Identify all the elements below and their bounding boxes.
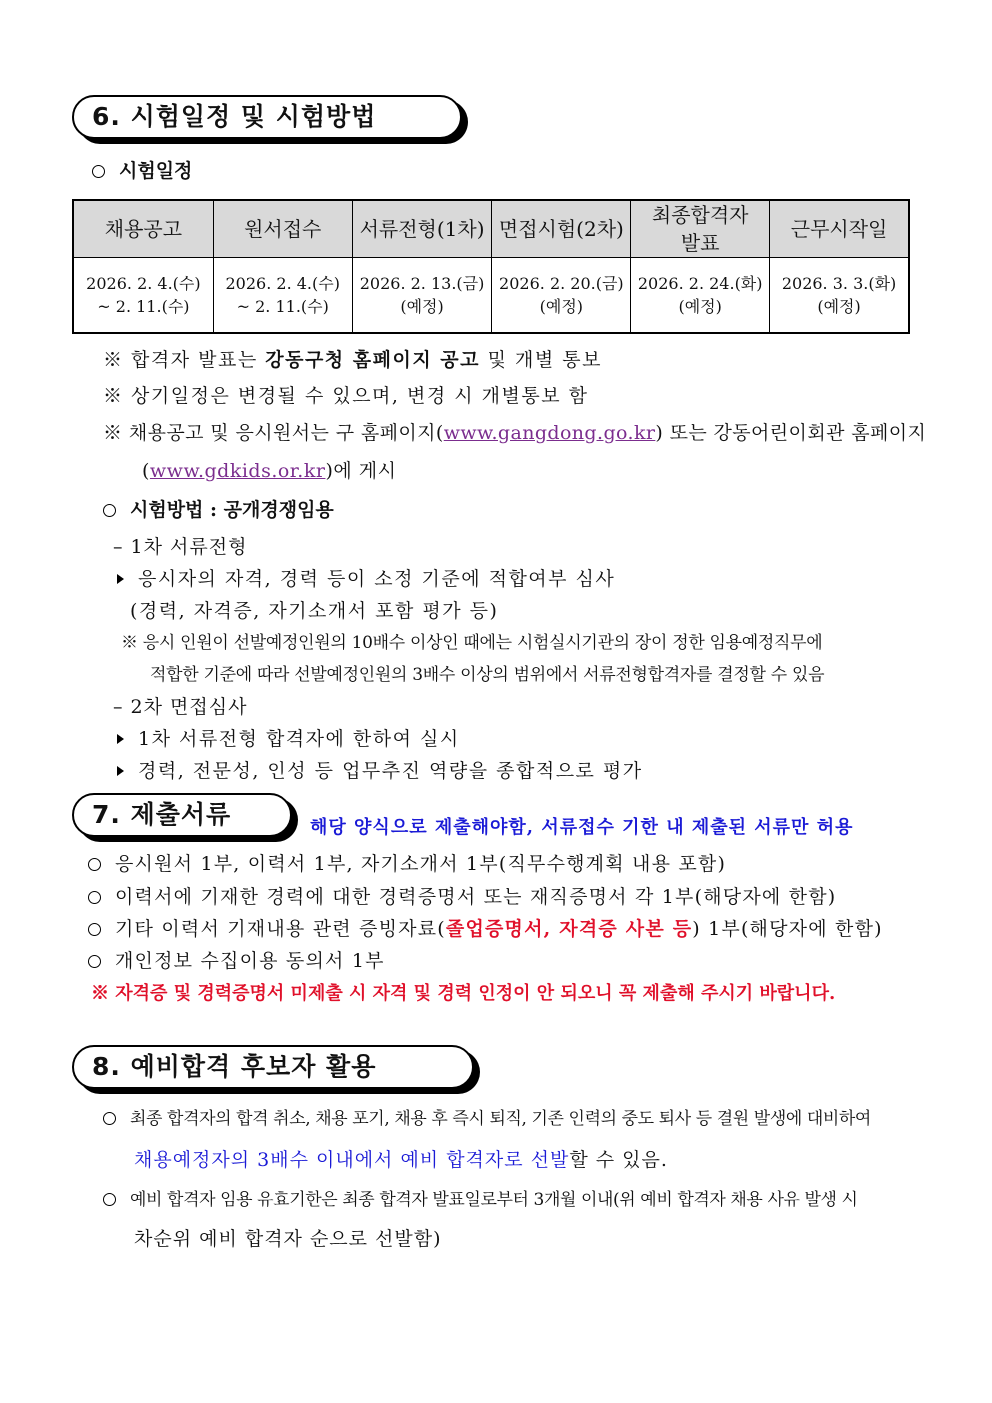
date-start: 2026. 2. 20.(금) <box>499 274 624 293</box>
stage1-title: – 1차 서류전형 <box>113 536 248 558</box>
note-website <box>103 420 926 446</box>
doc-item4-row <box>88 948 385 974</box>
note-schedule-change <box>103 383 588 409</box>
date-start: 2026. 2. 4.(수) <box>225 274 340 293</box>
doc-item2: 이력서에 기재한 경력에 대한 경력증명서 또는 재직증명서 각 1부(해당자에 한함) <box>115 886 837 908</box>
doc-item1: 응시원서 1부, 이력서 1부, 자기소개서 1부(직무수행계획 내용 포함) <box>115 853 727 875</box>
date-end: ~ 2. 11.(수) <box>97 297 190 316</box>
doc-item3-text: 기타 이력서 기재내용 관련 증빙자료( <box>115 918 446 940</box>
doc-item3-text: ) 1부(해당자에 한함) <box>692 918 883 940</box>
date-cell <box>492 258 631 334</box>
note-text: )에 게시 <box>325 460 397 482</box>
note-text: ※ 채용공고 및 응시원서는 구 홈페이지( <box>103 422 444 444</box>
reserve-item1: 최종 합격자의 합격 취소, 채용 포기, 채용 후 즉시 퇴직, 기존 인력의 중도 퇴사 등 결원 발생에 대비하여 <box>130 1109 871 1129</box>
section-6-title: 6. 시험일정 및 시험방법 <box>72 95 462 139</box>
header-cell: 원서접수 <box>213 200 352 258</box>
date-start: 2026. 3. 3.(화) <box>781 274 897 293</box>
date-cell <box>213 258 352 334</box>
stage1-item1: 응시자의 자격, 경력 등이 소정 기준에 적합여부 심사 <box>138 568 616 590</box>
section-7-subtitle: 해당 양식으로 제출해야함, 서류접수 기한 내 제출된 서류만 허용 <box>310 817 854 838</box>
circle-bullet-icon <box>92 165 105 178</box>
reserve-item2b: 차순위 예비 합격자 순으로 선발함) <box>134 1228 442 1250</box>
schedule-label-row <box>92 158 192 184</box>
date-note: (예정) <box>400 297 444 316</box>
circle-bullet-icon <box>88 923 101 936</box>
stage2-title: – 2차 면접심사 <box>113 696 248 718</box>
method-label: 시험방법 : 공개경쟁임용 <box>130 499 334 521</box>
date-cell <box>631 258 770 334</box>
stage1-item1-row <box>117 566 615 592</box>
section-6-heading <box>72 95 462 139</box>
note-text: ( <box>142 460 150 482</box>
doc-item3-row <box>88 916 883 942</box>
section-7-heading <box>72 793 292 837</box>
gdkids-link[interactable]: www.gdkids.or.kr <box>149 460 326 482</box>
stage2-item2: 경력, 전문성, 인성 등 업무추진 역량을 종합적으로 평가 <box>138 760 643 782</box>
reserve-item2: 예비 합격자 임용 유효기한은 최종 합격자 발표일로부터 3개월 이내(위 예비 합격자 채용 사유 발생 시 <box>130 1190 858 1210</box>
reserve-item1b <box>134 1147 668 1173</box>
triangle-bullet-icon <box>117 766 124 776</box>
header-cell: 서류전형(1차) <box>352 200 492 258</box>
note-website-cont <box>142 458 396 484</box>
section-8-heading <box>72 1045 474 1089</box>
triangle-bullet-icon <box>117 734 124 744</box>
date-start: 2026. 2. 24.(화) <box>637 274 763 293</box>
date-end: ~ 2. 11.(수) <box>236 297 329 316</box>
circle-bullet-icon <box>103 504 116 517</box>
date-start: 2026. 2. 4.(수) <box>86 274 201 293</box>
doc-item2-row <box>88 884 836 910</box>
doc-item4: 개인정보 수집이용 동의서 1부 <box>115 950 385 972</box>
section-8-title: 8. 예비합격 후보자 활용 <box>72 1045 474 1089</box>
header-cell: 근무시작일 <box>770 200 909 258</box>
date-note: (예정) <box>539 297 584 316</box>
stage2-item2-row <box>117 758 643 784</box>
date-start: 2026. 2. 13.(금) <box>359 274 485 293</box>
stage1-item1b: (경력, 자격증, 자기소개서 포함 평가 등) <box>130 600 499 622</box>
schedule-table-row <box>73 258 909 334</box>
reserve-item1-row <box>103 1106 871 1132</box>
date-cell <box>73 258 213 334</box>
header-cell: 최종합격자 발표 <box>631 200 770 258</box>
section-7-title: 7. 제출서류 <box>72 793 292 837</box>
reserve-item2-row <box>103 1187 858 1213</box>
stage1-note1: ※ 응시 인원이 선발예정인원의 10배수 이상인 때에는 시험실시기관의 장이 정한 임용예정직무에 <box>121 633 823 653</box>
note-announcement <box>103 347 602 373</box>
reserve-highlight: 채용예정자의 3배수 이내에서 예비 합격자로 선발 <box>134 1149 570 1171</box>
schedule-table-header <box>73 200 909 258</box>
circle-bullet-icon <box>88 891 101 904</box>
circle-bullet-icon <box>88 858 101 871</box>
date-cell <box>352 258 492 334</box>
note-text: 및 개별 통보 <box>480 349 602 371</box>
date-note: (예정) <box>678 297 722 316</box>
schedule-table <box>72 199 910 334</box>
doc-item3-highlight: 졸업증명서, 자격증 사본 등 <box>445 918 693 940</box>
circle-bullet-icon <box>103 1112 116 1125</box>
reserve-text: 할 수 있음. <box>569 1149 668 1171</box>
note-bold-text: 강동구청 홈페이지 공고 <box>265 349 481 371</box>
method-label-row <box>103 497 334 523</box>
doc-warning: ※ 자격증 및 경력증명서 미제출 시 자격 및 경력 인정이 안 되오니 꼭 제출해 주시기 바랍니다. <box>91 983 836 1004</box>
stage2-item1: 1차 서류전형 합격자에 한하여 실시 <box>138 728 460 750</box>
date-cell <box>770 258 909 334</box>
note-text: ※ 합격자 발표는 <box>103 349 266 371</box>
schedule-label: 시험일정 <box>119 160 193 182</box>
header-cell: 면접시험(2차) <box>492 200 631 258</box>
stage1-note2: 적합한 기준에 따라 선발예정인원의 3배수 이상의 범위에서 서류전형합격자를 결정할 수 있음 <box>150 665 825 685</box>
date-note: (예정) <box>817 297 861 316</box>
stage2-item1-row <box>117 726 460 752</box>
circle-bullet-icon <box>88 955 101 968</box>
circle-bullet-icon <box>103 1193 116 1206</box>
note-text: ) 또는 강동어린이회관 홈페이지 <box>655 422 927 444</box>
gangdong-link[interactable]: www.gangdong.go.kr <box>443 422 656 444</box>
header-cell: 채용공고 <box>73 200 213 258</box>
note-text: ※ 상기일정은 변경될 수 있으며, 변경 시 개별통보 함 <box>103 385 589 407</box>
doc-item1-row <box>88 851 726 877</box>
triangle-bullet-icon <box>117 574 124 584</box>
